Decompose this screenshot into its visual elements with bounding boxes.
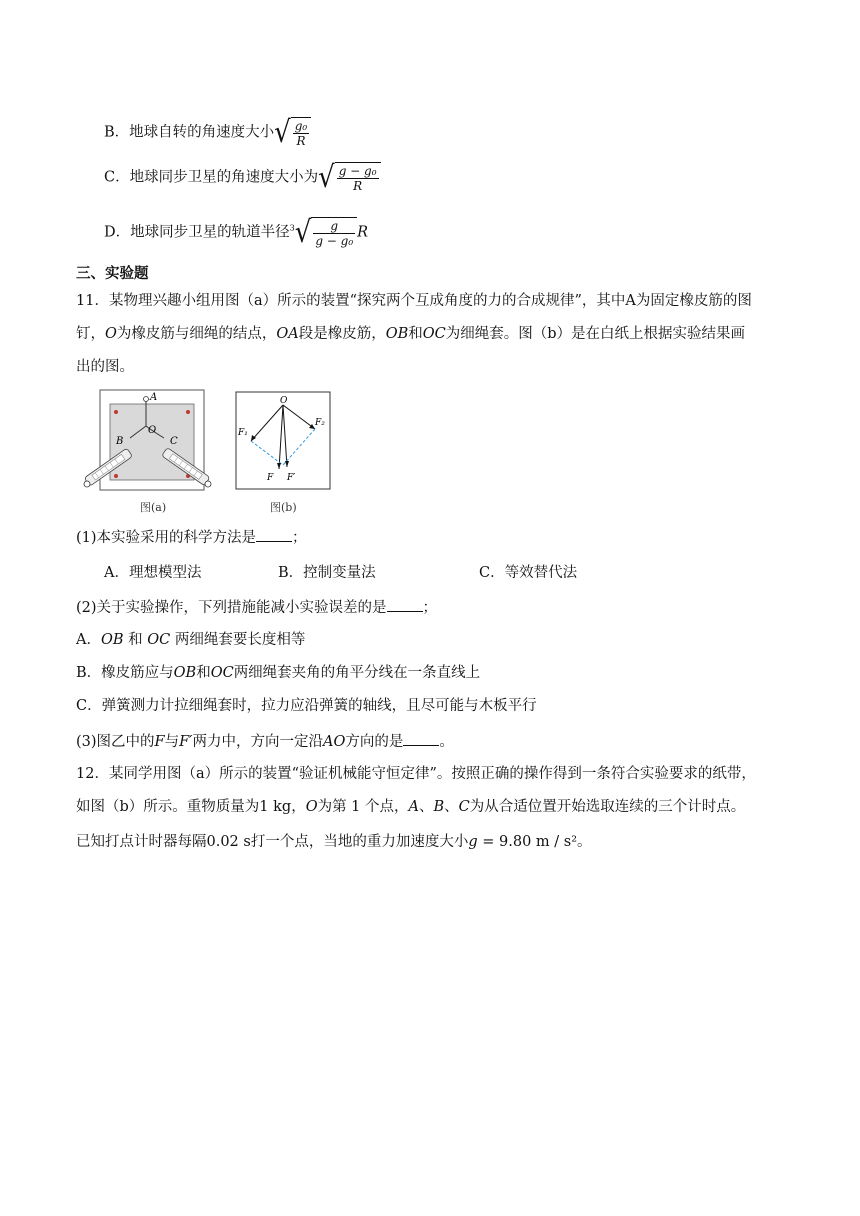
option-b-text: 地球自转的角速度大小 xyxy=(129,124,275,141)
figure-b-caption: 图(b) xyxy=(270,501,297,514)
option-d-num: g xyxy=(313,219,355,234)
fig-b-label-F2: F₂ xyxy=(315,418,325,428)
figure-b xyxy=(235,391,331,491)
fig-a-label-A: A xyxy=(150,392,158,403)
q11-sub2-opt-a: A．OB 和 OC 两细绳套要长度相等 xyxy=(76,632,306,648)
option-c-num: g − g₀ xyxy=(338,164,377,178)
answer-blank xyxy=(403,731,439,746)
figure-a xyxy=(80,388,215,493)
q11-line2: 钉，O为橡皮筋与细绳的结点，OA段是橡皮筋，OB和OC为细绳套。图（b）是在白纸上根据实验结果画 xyxy=(76,326,746,342)
sqrt-icon: √ xyxy=(274,115,291,150)
q11-sub2: (2)关于实验操作，下列措施能减小实验误差的是 ； xyxy=(76,597,437,618)
option-d-text: 地球同步卫星的轨道半径 xyxy=(130,224,290,241)
option-b-den: R xyxy=(296,134,306,148)
option-c-prefix: C． xyxy=(104,169,130,186)
section-title: 三、实验题 xyxy=(76,265,149,282)
figure-a-caption: 图(a) xyxy=(140,501,167,514)
fig-b-label-Fp: F′ xyxy=(287,473,296,483)
q12-line2: 如图（b）所示。重物质量为1 kg，O为第 1 个点，A、B、C为从合适位置开始选取连续的三个计时点。 xyxy=(76,799,746,815)
q11-line1: 11．某物理兴趣小组用图（a）所示的装置“探究两个互成角度的力的合成规律”，其中A为固定橡皮筋的图 xyxy=(76,293,752,309)
q12-line1: 12．某同学用图（a）所示的装置“验证机械能守恒定律”。按照正确的操作得到一条符合实验要求的纸带， xyxy=(76,766,756,782)
q11-sub1-opt-a: A．理想模型法 xyxy=(104,565,202,581)
option-d-prefix: D． xyxy=(104,224,131,241)
fig-a-label-B: B xyxy=(116,436,124,447)
fig-a-label-C: C xyxy=(170,436,178,447)
fig-b-label-F: F xyxy=(267,473,274,483)
fig-b-label-O: O xyxy=(280,396,288,406)
cube-root-icon: √ xyxy=(294,215,312,250)
option-d-tail: R xyxy=(357,224,369,241)
option-b-prefix: B． xyxy=(104,124,130,141)
answer-blank xyxy=(256,527,292,542)
option-b xyxy=(104,117,311,148)
sqrt-icon: √ xyxy=(318,160,335,195)
option-c-den: R xyxy=(353,179,363,193)
q11-sub2-opt-b: B．橡皮筋应与OB和OC两细绳套夹角的角平分线在一条直线上 xyxy=(76,665,481,681)
fig-b-label-F1: F₁ xyxy=(238,428,248,438)
option-d xyxy=(104,217,368,248)
answer-blank xyxy=(387,597,423,612)
fig-a-label-O: O xyxy=(148,425,157,436)
q11-sub2-opt-c: C．弹簧测力计拉细绳套时，拉力应沿弹簧的轴线，且尽可能与木板平行 xyxy=(76,698,537,714)
q11-sub1-opt-b: B．控制变量法 xyxy=(278,565,376,581)
option-d-root-index: 3 xyxy=(289,223,295,233)
option-d-den: g − g₀ xyxy=(315,234,354,248)
option-b-num: g₀ xyxy=(294,119,308,133)
option-c-text: 地球同步卫星的角速度大小为 xyxy=(129,169,319,186)
q11-sub1-opt-c: C．等效替代法 xyxy=(479,565,578,581)
q11-line3: 出的图。 xyxy=(76,359,134,375)
q11-sub3: (3)图乙中的F与F′两力中，方向一定沿AO方向的是 。 xyxy=(76,731,454,752)
option-c xyxy=(104,162,381,193)
q11-sub1: (1)本实验采用的科学方法是 ； xyxy=(76,527,307,548)
q12-line3: 已知打点计时器每隔0.02 s打一个点，当地的重力加速度大小g = 9.80 m / s²。 xyxy=(76,834,592,850)
